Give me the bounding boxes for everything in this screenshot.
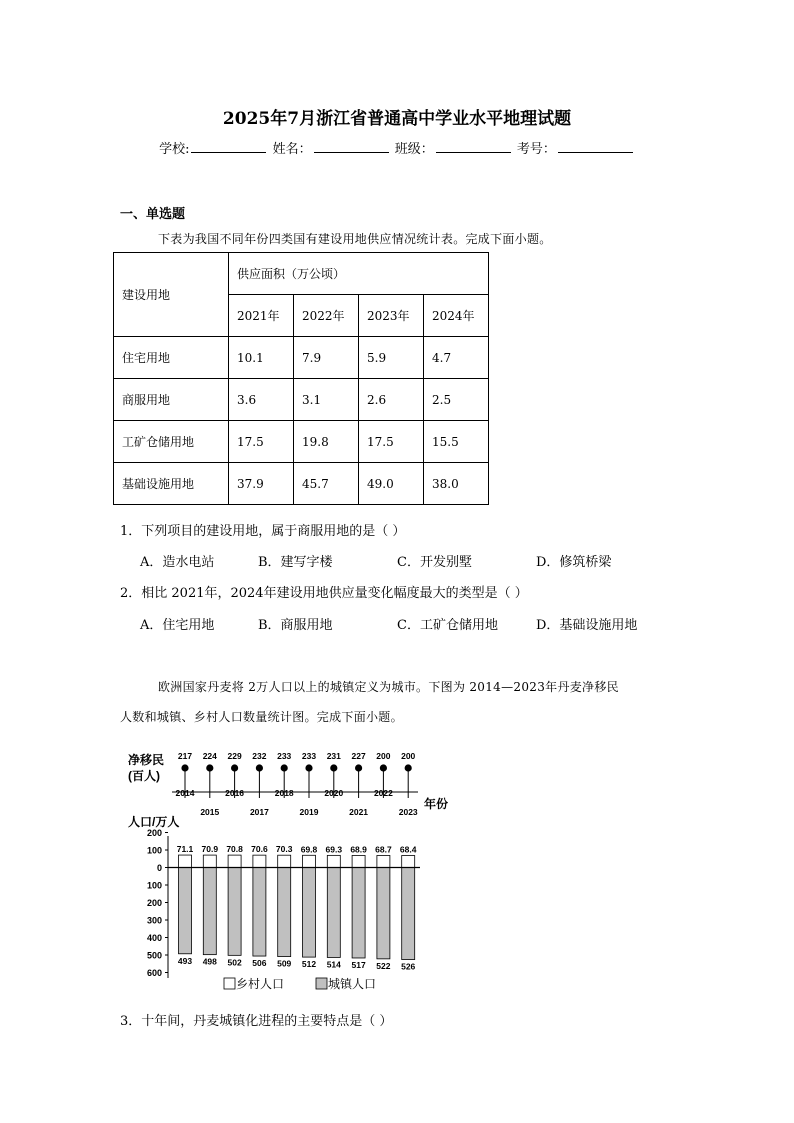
population-tick-label: 200 [146,828,162,838]
intro-paragraph-2-line-2: 人数和城镇、乡村人口数量统计图。完成下面小题。 [120,710,403,724]
net-migration-label: 231 [326,751,341,761]
number-label: 考号： [516,142,556,157]
table-cell: 17.5 [229,421,294,463]
rural-bar-label: 69.3 [325,844,343,855]
rural-bar [253,855,266,867]
net-migration-label: 224 [202,751,217,761]
question-3-stem: 3．十年间，丹麦城镇化进程的主要特点是（ ） [120,1014,393,1029]
legend-label-rural: 乡村人口 [236,977,285,991]
table-cell: 17.5 [359,421,424,463]
row-label: 基础设施用地 [114,463,229,505]
urban-bar [377,868,390,959]
urban-bar-label: 493 [177,955,193,966]
table-cell: 3.1 [294,379,359,421]
population-tick-label: 600 [146,968,162,978]
population-tick-label: 400 [146,933,162,943]
year-tick-label: 2015 [200,807,220,817]
table-cell: 45.7 [294,463,359,505]
name-label: 姓名： [272,142,312,157]
row-label: 住宅用地 [114,337,229,379]
intro-paragraph-1: 下表为我国不同年份四类国有建设用地供应情况统计表。完成下面小题。 [158,232,552,246]
land-supply-table [113,252,489,505]
urban-bar-label: 526 [401,961,416,972]
class-label: 班级： [394,142,434,157]
legend-label-urban: 城镇人口 [328,977,377,991]
net-migration-label: 233 [301,751,317,761]
legend-swatch-rural [224,978,235,989]
net-migration-lollipops [178,751,416,792]
question-2-option-c[interactable]: C．工矿仓储用地 [397,618,498,633]
question-1-option-a[interactable]: A．造水电站 [140,555,215,570]
urban-bar [402,868,415,960]
rural-bar-label: 71.1 [176,844,194,855]
table-row [114,421,489,463]
rural-bar [327,855,340,867]
table-cell: 3.6 [229,379,294,421]
rural-bar [228,855,241,867]
net-migration-label: 200 [401,751,416,761]
table-cell: 2.6 [359,379,424,421]
section-heading: 一、单选题 [120,207,186,222]
row-label: 工矿仓储用地 [114,421,229,463]
urban-bar-label: 498 [202,956,217,967]
net-migration-unit-label: (百人) [128,769,160,783]
urban-bar [303,868,316,958]
year-tick-label: 2016 [225,788,245,798]
net-migration-axis-label: 净移民 [128,753,165,767]
table-cell: 2.5 [424,379,489,421]
table-header-land-type: 建设用地 [114,253,229,337]
question-2-option-a[interactable]: A．住宅用地 [140,618,215,633]
rural-bar [352,855,365,867]
rural-bar-label: 70.8 [226,844,243,855]
year-axis-label: 年份 [424,797,449,811]
population-tick-label: 200 [146,898,162,908]
exam-title: 2025年7月浙江省普通高中学业水平地理试题 [222,109,572,129]
table-cell: 37.9 [229,463,294,505]
rural-bar-label: 70.9 [201,844,219,855]
table-cell: 4.7 [424,337,489,379]
number-blank[interactable] [558,140,633,153]
urban-bar-label: 522 [376,960,391,971]
table-header-year: 2023年 [359,295,424,337]
population-tick-label: 500 [146,950,162,961]
name-blank[interactable] [314,140,389,153]
rural-bar [402,856,415,868]
year-tick-label: 2019 [299,807,319,817]
table-cell: 19.8 [294,421,359,463]
question-1-option-c[interactable]: C．开发别墅 [397,555,472,570]
rural-bar-label: 68.7 [375,844,392,855]
rural-bar [203,855,216,867]
urban-bar [203,868,216,955]
urban-bar [253,868,266,957]
urban-bar-label: 512 [301,959,317,970]
table-row [114,379,489,421]
table-header-year: 2024年 [424,295,489,337]
student-info-line [0,138,794,157]
rural-bar [179,855,192,867]
population-tick-label: 0 [156,863,162,873]
rural-bar-label: 68.4 [399,844,417,855]
table-header-year: 2022年 [294,295,359,337]
net-migration-label: 232 [252,751,267,761]
year-tick-label: 2018 [274,788,294,798]
net-migration-label: 233 [277,751,292,761]
question-1-option-d[interactable]: D．修筑桥梁 [536,555,612,570]
urban-bar [352,868,365,958]
net-migration-label: 227 [351,751,366,761]
rural-bar [377,855,390,867]
legend-swatch-urban [316,978,327,989]
urban-bar-label: 509 [277,958,292,969]
row-label: 商服用地 [114,379,229,421]
class-blank[interactable] [436,140,511,153]
school-label: 学校: [159,142,190,157]
net-migration-label: 200 [376,751,391,761]
table-row [114,463,489,505]
rural-bar-label: 68.9 [350,844,367,855]
urban-bar-label: 517 [351,959,366,970]
net-migration-label: 217 [177,751,193,761]
population-tick-label: 100 [146,880,162,891]
rural-bar-label: 70.6 [251,844,268,855]
question-2-option-d[interactable]: D．基础设施用地 [536,618,638,633]
rural-bar [278,855,291,867]
table-header-supply-area: 供应面积（万公顷） [229,253,489,295]
school-blank[interactable] [191,140,266,153]
year-tick-label: 2017 [249,807,269,817]
denmark-migration-population-chart [0,740,794,1000]
rural-bar [303,855,316,867]
rural-bar-label: 70.3 [275,844,293,855]
table-cell: 15.5 [424,421,489,463]
year-tick-label: 2014 [175,788,195,798]
table-row [114,337,489,379]
urban-bar [327,868,340,958]
question-2-option-b[interactable]: B．商服用地 [258,618,333,633]
table-cell: 38.0 [424,463,489,505]
population-tick-label: 300 [146,915,162,926]
question-1-option-b[interactable]: B．建写字楼 [258,555,333,570]
question-1-stem: 1．下列项目的建设用地，属于商服用地的是（ ） [120,524,406,539]
population-axis-label: 人口/万人 [128,815,180,829]
urban-bar [228,868,241,956]
table-cell: 10.1 [229,337,294,379]
urban-bar-label: 502 [227,957,242,968]
urban-bar-label: 514 [326,959,341,970]
table-cell: 49.0 [359,463,424,505]
urban-bar [278,868,291,957]
table-cell: 7.9 [294,337,359,379]
year-tick-label: 2023 [398,807,418,817]
population-tick-label: 100 [146,845,162,856]
year-tick-label: 2021 [349,807,369,817]
population-axis-ticks [147,828,168,978]
year-tick-label: 2020 [324,788,344,798]
year-tick-label: 2022 [373,788,393,798]
table-cell: 5.9 [359,337,424,379]
urban-bar [179,868,192,954]
question-2-stem: 2．相比 2021年，2024年建设用地供应量变化幅度最大的类型是（ ） [120,586,528,601]
rural-bar-label: 69.8 [300,844,318,855]
net-migration-label: 229 [227,751,242,761]
chart-legend [224,976,376,991]
population-bars [177,844,417,971]
intro-paragraph-2-line-1: 欧洲国家丹麦将 2万人口以上的城镇定义为城市。下图为 2014—2023年丹麦净移民 [158,680,619,694]
table-header-year: 2021年 [229,295,294,337]
urban-bar-label: 506 [252,958,267,969]
